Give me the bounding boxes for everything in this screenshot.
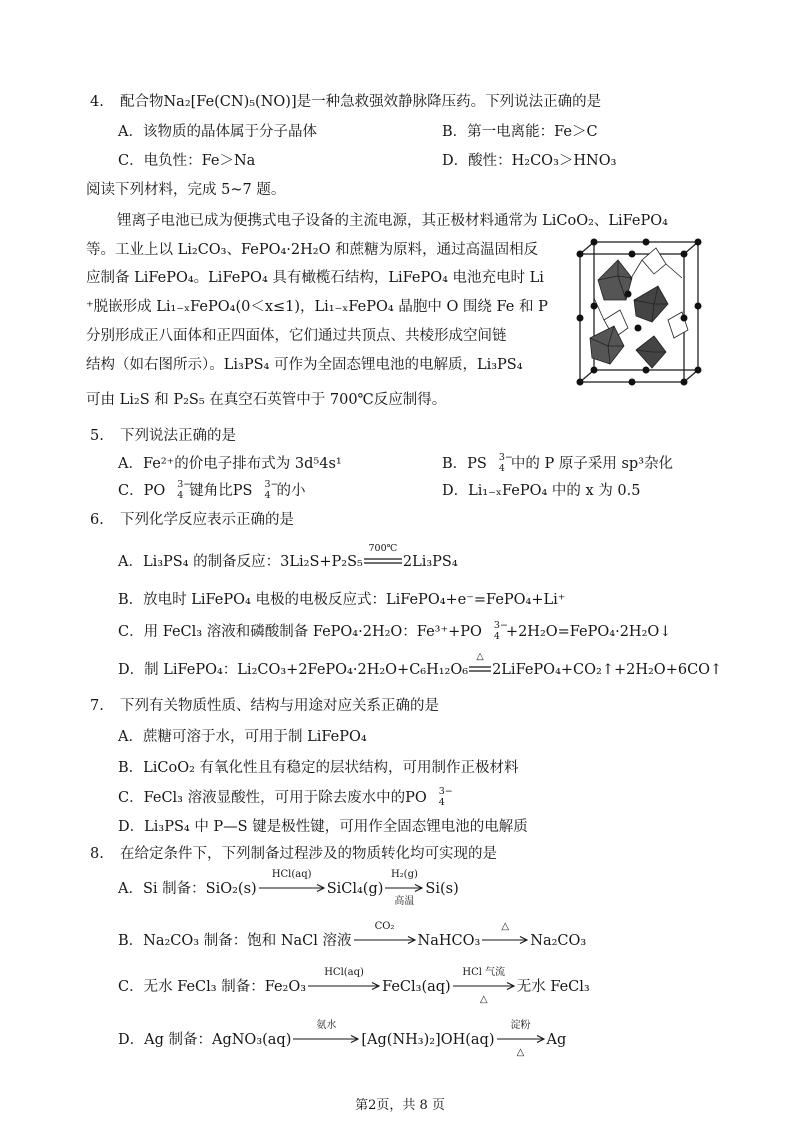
q5-option-c-prefix: C．PO: [118, 483, 166, 499]
q8-option-a-suffix: Si(s): [425, 881, 459, 897]
q7-number: 7.: [90, 698, 104, 714]
q8-option-c-suffix: 无水 FeCl₃: [516, 979, 590, 995]
arrow-condition: HCl(aq): [324, 967, 364, 978]
q6-option-a-prefix: A．Li₃PS₄ 的制备反应：3Li₂S+P₂S₅: [118, 554, 363, 570]
arrow-condition: HCl(aq): [271, 869, 312, 880]
q7-option-c[interactable]: [118, 788, 451, 808]
q6-option-d-suffix: 2LiFePO₄+CO₂↑+2H₂O+6CO↑: [492, 662, 723, 678]
q5-option-c-mid: 键角比PS: [189, 483, 253, 499]
right-arrow-icon: [453, 981, 515, 991]
q8-option-d-suffix: Ag: [546, 1032, 567, 1048]
right-arrow-icon: [385, 883, 423, 893]
reading-line-7: 可由 Li₂S 和 P₂S₅ 在真空石英管中于 700℃反应制得。: [86, 392, 447, 408]
equals-sign-heat: [469, 651, 491, 680]
q8-option-d-mid: [Ag(NH₃)₂]OH(aq): [361, 1032, 495, 1048]
page-footer: 第2页，共 8 页: [355, 1098, 445, 1113]
q7-stem-line: [90, 696, 439, 716]
q8-option-b-prefix: B．Na₂CO₃ 制备：饱和 NaCl 溶液: [118, 933, 352, 949]
reaction-arrow: [354, 921, 416, 951]
reaction-arrow: [482, 921, 528, 951]
q4-stem-line: [90, 92, 601, 112]
q8-option-b[interactable]: [118, 921, 587, 951]
double-line-icon: [469, 666, 491, 674]
q5-option-a[interactable]: A．Fe²⁺的价电子排布式为 3d⁵4s¹: [118, 456, 342, 472]
q6-option-a-suffix: 2Li₃PS₄: [402, 554, 458, 570]
q6-option-a[interactable]: [118, 543, 458, 572]
q4-option-d[interactable]: D．酸性：H₂CO₃＞HNO₃: [442, 153, 617, 169]
reading-line-4: ⁺脱嵌形成 Li₁₋ₓFePO₄(0＜x≤1)，Li₁₋ₓFePO₄ 晶胞中 O 围绕 Fe 和 P: [86, 299, 548, 315]
arrow-condition: 淀粉: [510, 1020, 531, 1031]
q4-option-c[interactable]: C．电负性：Fe＞Na: [118, 153, 256, 169]
q4-option-b[interactable]: B．第一电离能：Fe＞C: [442, 124, 598, 140]
ps4-3minus-ion: 3− 4: [264, 479, 279, 501]
arrow-condition: CO₂: [374, 921, 395, 932]
q6-stem-line: [90, 510, 294, 530]
reading-line-2: 等。工业上以 Li₂CO₃、FePO₄·2H₂O 和蔗糖为原料，通过高温固相反: [86, 242, 539, 258]
crystal-structure-figure: [574, 238, 702, 392]
right-arrow-icon: [482, 935, 528, 945]
q8-option-d-prefix: D．Ag 制备：AgNO₃(aq): [118, 1032, 292, 1048]
q7-option-b[interactable]: B．LiCoO₂ 有氧化性且有稳定的层状结构，可用制作正极材料: [118, 760, 519, 776]
q8-option-a[interactable]: [118, 869, 459, 907]
reaction-arrow: [308, 967, 380, 997]
q6-option-b[interactable]: B．放电时 LiFePO₄ 电极的电极反应式：LiFePO₄+e⁻=FePO₄+Li⁺: [118, 592, 566, 608]
reading-line-5: 分别形成正八面体和正四面体，它们通过共顶点、共棱形成空间链: [86, 328, 507, 344]
q5-option-c-suffix: 的小: [276, 483, 306, 499]
arrow-condition: △: [501, 921, 510, 932]
reaction-condition: △: [476, 651, 484, 662]
q6-number: 6.: [90, 512, 104, 528]
q5-option-c[interactable]: [118, 481, 305, 501]
arrow-condition-below: 高温: [394, 896, 415, 907]
reading-line-6: 结构（如右图所示）。Li₃PS₄ 可作为全固态锂电池的电解质，Li₃PS₄: [86, 357, 523, 373]
double-line-icon: [364, 558, 402, 566]
right-arrow-icon: [354, 935, 416, 945]
reaction-condition: 700℃: [368, 543, 398, 554]
q6-option-d[interactable]: [118, 651, 723, 680]
q8-stem-line: [90, 844, 497, 864]
q8-option-c[interactable]: [118, 967, 590, 1005]
q7-option-d[interactable]: D．Li₃PS₄ 中 P—S 键是极性键，可用作全固态锂电池的电解质: [118, 819, 528, 835]
q5-stem: 下列说法正确的是: [120, 428, 236, 444]
arrow-condition-below: △: [516, 1047, 525, 1058]
q8-option-c-prefix: C．无水 FeCl₃ 制备：Fe₂O₃: [118, 979, 307, 995]
q5-number: 5.: [90, 428, 104, 444]
arrow-condition-below: △: [479, 994, 488, 1005]
right-arrow-icon: [497, 1034, 545, 1044]
q8-option-c-mid: FeCl₃(aq): [382, 979, 451, 995]
q4-number: 4.: [90, 94, 104, 110]
right-arrow-icon: [293, 1034, 359, 1044]
reaction-arrow: [259, 869, 325, 899]
reaction-arrow: [453, 967, 515, 1005]
arrow-condition: HCl 气流: [462, 967, 506, 978]
q7-option-a[interactable]: A．蔗糖可溶于水，可用于制 LiFePO₄: [118, 729, 367, 745]
q8-option-b-suffix: Na₂CO₃: [530, 933, 587, 949]
arrow-condition: H₂(g): [390, 869, 418, 880]
po4-3minus-ion: 3− 4: [438, 786, 453, 808]
reaction-arrow: [385, 869, 423, 907]
arrow-condition: 氨水: [316, 1020, 337, 1031]
po4-3minus-ion: 3− 4: [177, 479, 192, 501]
q8-option-a-mid: SiCl₄(g): [326, 881, 384, 897]
q4-stem: 配合物Na₂[Fe(CN)₅(NO)]是一种急救强效静脉降压药。下列说法正确的是: [120, 94, 602, 110]
q6-option-c[interactable]: [118, 622, 671, 642]
q5-option-b[interactable]: [442, 454, 673, 474]
q6-option-d-prefix: D．制 LiFePO₄：Li₂CO₃+2FePO₄·2H₂O+C₆H₁₂O₆: [118, 662, 469, 678]
crystal-structure-svg: [574, 238, 702, 388]
q7-stem: 下列有关物质性质、结构与用途对应关系正确的是: [120, 698, 439, 714]
right-arrow-icon: [259, 883, 325, 893]
q4-option-a[interactable]: A．该物质的晶体属于分子晶体: [118, 124, 317, 140]
reaction-arrow: [293, 1020, 359, 1050]
q6-option-c-prefix: C．用 FeCl₃ 溶液和磷酸制备 FePO₄·2H₂O：Fe³⁺+PO: [118, 624, 482, 640]
q6-stem: 下列化学反应表示正确的是: [120, 512, 294, 528]
right-arrow-icon: [308, 981, 380, 991]
q8-option-a-prefix: A．Si 制备：SiO₂(s): [118, 881, 257, 897]
reaction-arrow: [497, 1020, 545, 1058]
q8-option-d[interactable]: [118, 1020, 567, 1058]
equals-sign-700c: [364, 543, 402, 572]
q5-option-d[interactable]: D．Li₁₋ₓFePO₄ 中的 x 为 0.5: [442, 483, 641, 499]
reading-line-1: 锂离子电池已成为便携式电子设备的主流电源，其正极材料通常为 LiCoO₂、LiFePO₄: [117, 213, 668, 229]
q5-option-b-suffix: 中的 P 原子采用 sp³杂化: [510, 456, 673, 472]
reading-line-3: 应制备 LiFePO₄。LiFePO₄ 具有橄榄石结构，LiFePO₄ 电池充电时 Li: [86, 270, 544, 286]
po4-3minus-ion: 3− 4: [493, 620, 508, 642]
q6-option-c-suffix: +2H₂O=FePO₄·2H₂O↓: [505, 624, 672, 640]
ps4-3minus-ion: 3− 4: [498, 452, 513, 474]
q8-option-b-mid: NaHCO₃: [417, 933, 481, 949]
q8-stem: 在给定条件下，下列制备过程涉及的物质转化均可实现的是: [120, 846, 497, 862]
q7-option-c-prefix: C．FeCl₃ 溶液显酸性，可用于除去废水中的PO: [118, 790, 427, 806]
q8-number: 8.: [90, 846, 104, 862]
reading-intro: 阅读下列材料，完成 5~7 题。: [86, 182, 286, 198]
q5-stem-line: [90, 426, 236, 446]
q5-option-b-prefix: B．PS: [442, 456, 487, 472]
